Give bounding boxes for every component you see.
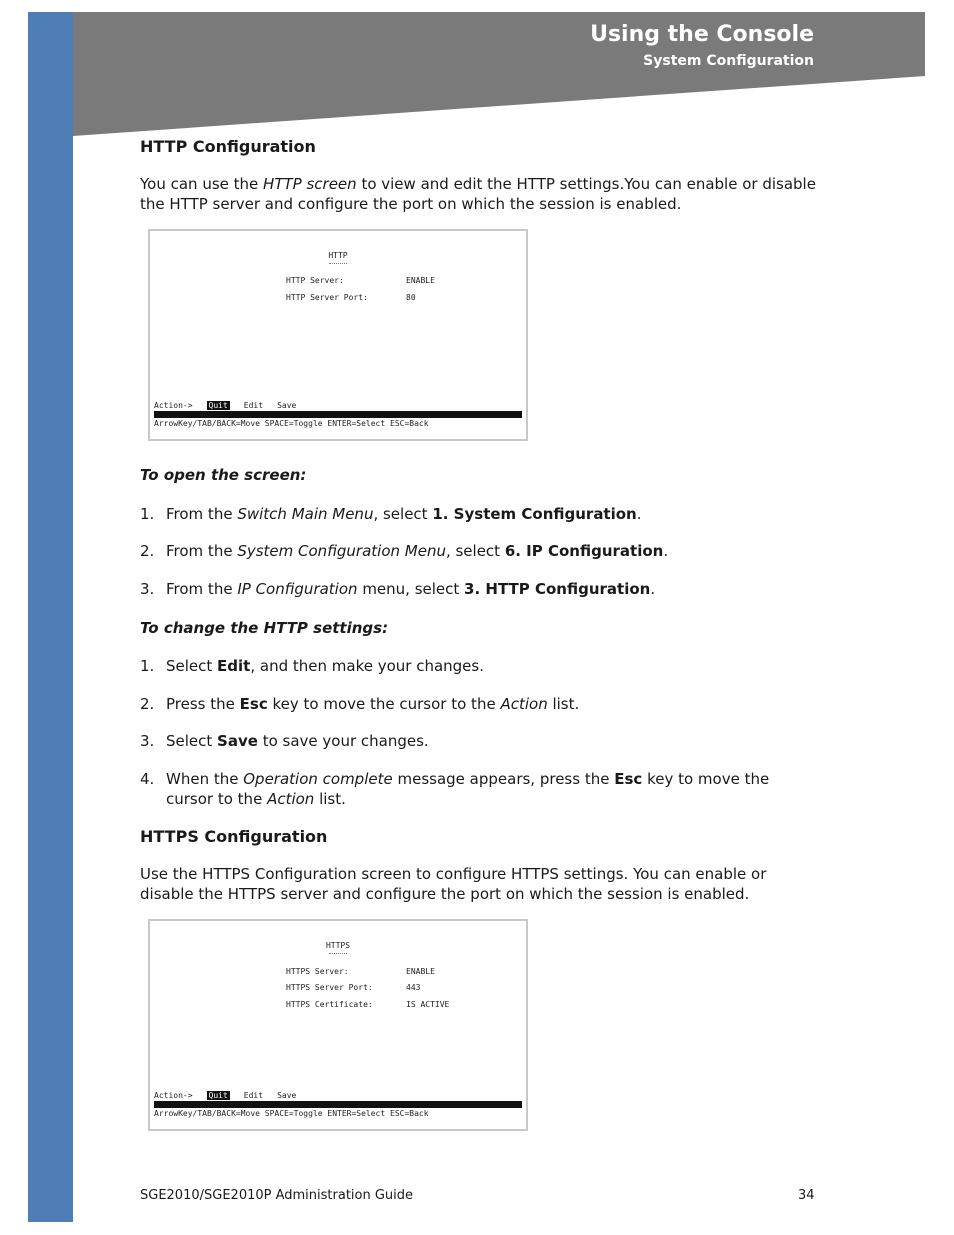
open-screen-subheading: To open the screen:	[140, 466, 307, 484]
https-console-screenshot	[148, 919, 528, 1131]
console-status-bar	[154, 411, 522, 418]
http-heading: HTTP Configuration	[140, 137, 316, 156]
action-save: Save	[277, 401, 297, 410]
console-row-label: HTTP Server Port:	[286, 293, 368, 302]
console-title-underline	[329, 953, 347, 954]
console-title: HTTPS	[325, 941, 351, 950]
http-intro: You can use the HTTP screen to view and edit the HTTP settings.You can enable or disable the HTTP server and configure the port on which the session is enabled.	[140, 175, 816, 213]
console-row-value: ENABLE	[406, 276, 435, 285]
console-row-label: HTTPS Server Port:	[286, 983, 373, 992]
header-title: Using the Console	[590, 22, 814, 47]
action-save: Save	[277, 1091, 297, 1100]
console-status-bar	[154, 1101, 522, 1108]
http-console-screenshot	[148, 229, 528, 441]
console-row-label: HTTPS Server:	[286, 967, 349, 976]
console-row-label: HTTP Server:	[286, 276, 344, 285]
console-title-underline	[329, 263, 347, 264]
action-edit: Edit	[243, 1091, 264, 1100]
console-action-bar	[154, 1091, 310, 1100]
console-action-bar	[154, 401, 310, 410]
console-row-value: 443	[406, 983, 421, 992]
blue-side-bar	[28, 12, 73, 1222]
console-row-label: HTTPS Certificate:	[286, 1000, 373, 1009]
https-intro: Use the HTTPS Configuration screen to configure HTTPS settings. You can enable or disable the HTTPS server and configure the port on which the session is enabled.	[140, 865, 767, 903]
action-quit: Quit	[208, 1091, 228, 1100]
header-subtitle: System Configuration	[643, 53, 814, 69]
console-help-line: ArrowKey/TAB/BACK=Move SPACE=Toggle ENTER=Select ESC=Back	[154, 1109, 429, 1118]
action-label: Action->	[154, 401, 193, 410]
action-quit: Quit	[208, 401, 228, 410]
console-row-value: ENABLE	[406, 967, 435, 976]
console-row-value: IS ACTIVE	[406, 1000, 450, 1009]
console-title: HTTP	[328, 251, 348, 260]
change-http-subheading: To change the HTTP settings:	[140, 619, 389, 637]
action-edit: Edit	[243, 401, 264, 410]
action-label: Action->	[154, 1091, 193, 1100]
footer-guide-title: SGE2010/SGE2010P Administration Guide	[140, 1188, 414, 1203]
console-row-value: 80	[406, 293, 416, 302]
console-help-line: ArrowKey/TAB/BACK=Move SPACE=Toggle ENTER=Select ESC=Back	[154, 419, 429, 428]
https-heading: HTTPS Configuration	[140, 827, 328, 846]
footer-page-number: 34	[798, 1188, 815, 1203]
